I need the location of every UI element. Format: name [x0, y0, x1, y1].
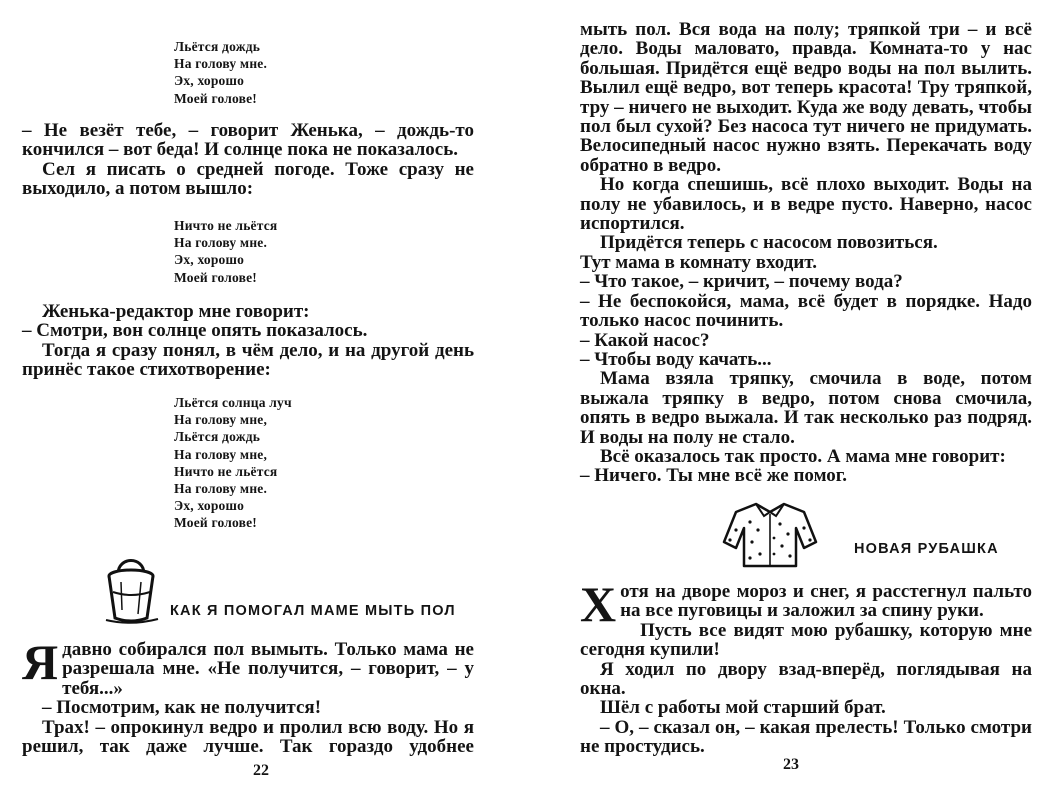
poem-sun [174, 394, 292, 532]
paragraph: Пусть все видят мою рубашку, которую мне сегодня купили! [580, 619, 1032, 661]
paragraph [580, 576, 1032, 632]
verse-line: Моей голове! [174, 90, 257, 106]
paragraph: Тут мама в комнату входит. [580, 251, 817, 273]
prose-block-3 [22, 634, 474, 758]
paragraph: Всё оказалось так просто. А мама мне говорит: [600, 445, 1006, 467]
prose-block-4 [580, 20, 1032, 486]
paragraph: Но когда спешишь, всё плохо выходит. Воды на полу не убавилось, и в ведре пусто. Наверно, насос испортился. [580, 174, 1032, 235]
prose-block-1 [22, 121, 474, 199]
paragraph: Я ходил по двору взад-вперёд, поглядывая на окна. [580, 658, 1032, 700]
page-number: 23 [783, 756, 799, 773]
paragraph: – О, – сказал он, – какая прелесть! Только смотри не простудись. [580, 716, 1032, 758]
page-number: 22 [253, 762, 269, 779]
paragraph: Трах! – опрокинул ведро и пролил всю воду. Но я решил, так даже лучше. Так гораздо удобнее [22, 716, 474, 758]
poem-nothing [174, 217, 277, 286]
verse-line: Моей голове! [174, 269, 257, 285]
paragraph: – Смотри, вон солнце опять показалось. [22, 320, 368, 342]
right-page [524, 0, 1048, 800]
paragraph: Сел я писать о средней погоде. Тоже сразу не выходило, а потом вышло: [22, 158, 474, 200]
paragraph: Тогда я сразу понял, в чём дело, и на другой день принёс такое стихотворение: [22, 339, 474, 381]
paragraph: Мама взяла тряпку, смочила в воде, потом выжала тряпку в ведро, потом снова смочила, опять в ведро выжала. И так несколько раз подряд. И воды на полу не стало. [580, 368, 1032, 448]
poem-rain [174, 38, 267, 107]
verse-line: На голову мне, [174, 446, 268, 462]
verse-line: Ничто не льётся [174, 463, 278, 479]
verse-line: Моей голове! [174, 515, 257, 531]
paragraph: – Чтобы воду качать... [580, 348, 772, 370]
paragraph: – Ничего. Ты мне всё же помог. [580, 465, 847, 487]
paragraph: мыть пол. Вся вода на полу; тряпкой три – и всё дело. Воды маловато, правда. Комната-то у нас большая. Придётся ещё ведро воды на пол вылить. Вылил ещё ведро, вот теперь красота! Тру тряпкой, тру – ничего не выходит. Куда же воду девать, чтобы пол был сухой? Без насоса тут ничего не придумать. Велосипедный насос нужно взять. Перекачать воду обратно в ведро. [580, 19, 1032, 176]
verse-line: На голову мне. [174, 481, 268, 497]
verse-line: Эх, хорошо [174, 498, 245, 514]
story-title: КАК Я ПОМОГАЛ МАМЕ МЫТЬ ПОЛ [170, 603, 456, 619]
paragraph-text: давно собирался пол вымыть. Только мама не разрешала мне. «Не получится, – говорит, – у тебя...» [62, 639, 474, 699]
drop-cap: Я [22, 634, 59, 690]
verse-line: Эх, хорошо [174, 73, 245, 89]
prose-block-5 [580, 576, 1032, 758]
verse-line: Льётся дождь [174, 39, 261, 54]
paragraph: – Не везёт тебе, – говорит Женька, – дождь-то кончился – вот беда! И солнце пока не показалось. [22, 120, 474, 161]
prose-block-2 [22, 302, 474, 380]
paragraph: Придётся теперь с насосом повозиться. [600, 232, 938, 254]
paragraph-text: отя на дворе мороз и снег, я расстегнул пальто на все пуговицы и заложил за спину руки. [620, 581, 1032, 622]
paragraph [22, 634, 474, 699]
verse-line: Льётся солнца луч [174, 395, 292, 410]
paragraph: Женька-редактор мне говорит: [42, 301, 310, 322]
verse-line: На голову мне. [174, 235, 268, 251]
verse-line: Ничто не льётся [174, 218, 278, 233]
story-title: НОВАЯ РУБАШКА [854, 541, 999, 557]
shirt-icon [722, 498, 818, 570]
paragraph: – Не беспокойся, мама, всё будет в порядке. Надо только насос починить. [580, 290, 1032, 332]
paragraph: – Посмотрим, как не получится! [42, 697, 322, 719]
drop-cap: Х [580, 576, 617, 632]
verse-line: На голову мне, [174, 412, 268, 428]
verse-line: На голову мне. [174, 56, 268, 72]
paragraph: Шёл с работы мой старший брат. [600, 697, 886, 719]
paragraph: – Что такое, – кричит, – почему вода? [580, 271, 903, 293]
paragraph: – Какой насос? [580, 329, 710, 351]
verse-line: Эх, хорошо [174, 252, 245, 268]
bucket-icon [100, 552, 162, 624]
verse-line: Льётся дождь [174, 429, 261, 445]
